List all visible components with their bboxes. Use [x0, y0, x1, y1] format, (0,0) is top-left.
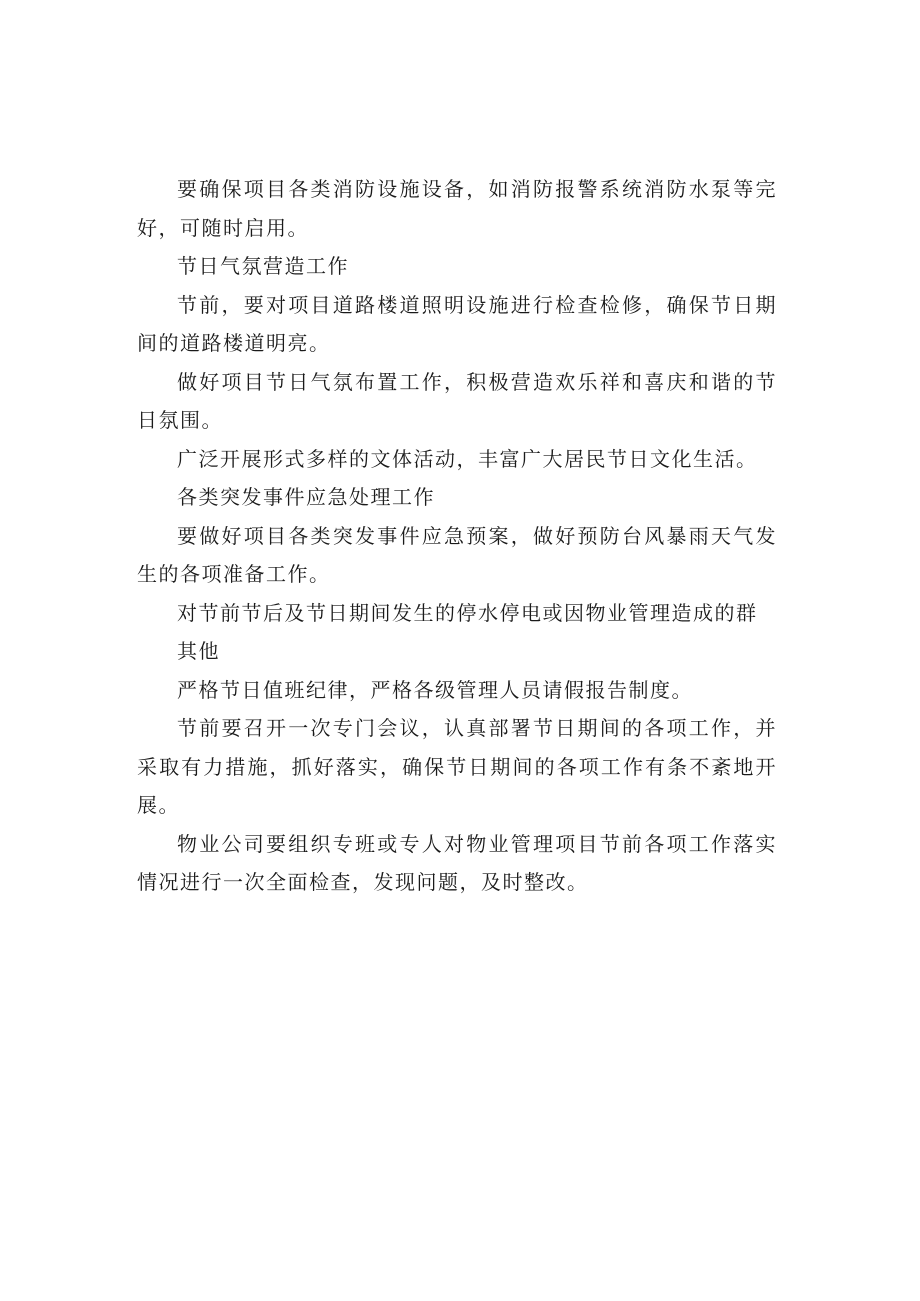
section-heading-other: 其他	[177, 639, 220, 663]
section-heading-festive-atmosphere: 节日气氛营造工作	[177, 254, 349, 278]
section-heading-emergency: 各类突发事件应急处理工作	[177, 485, 435, 509]
paragraph-decoration: 做好项目节日气氛布置工作，积极营造欢乐祥和喜庆和谐的节日氛围。	[137, 369, 777, 432]
paragraph-lighting-inspection: 节前，要对项目道路楼道照明设施进行检查检修，确保节日期间的道路楼道明亮。	[137, 292, 777, 355]
paragraph-meeting: 节前要召开一次专门会议，认真部署节日期间的各项工作，并采取有力措施，抓好落实，确保节日期间的各项工作有条不紊地开展。	[137, 716, 777, 817]
paragraph-duty-discipline: 严格节日值班纪律，严格各级管理人员请假报告制度。	[177, 677, 693, 702]
paragraph-fire-safety: 要确保项目各类消防设施设备，如消防报警系统消防水泵等完好，可随时启用。	[137, 177, 777, 240]
paragraph-emergency-plan: 要做好项目各类突发事件应急预案，做好预防台风暴雨天气发生的各项准备工作。	[137, 523, 777, 586]
paragraph-inspection: 物业公司要组织专班或专人对物业管理项目节前各项工作落实情况进行一次全面检查，发现问题，及时整改。	[137, 831, 777, 894]
paragraph-outage-handling: 对节前节后及节日期间发生的停水停电或因物业管理造成的群	[177, 600, 758, 625]
paragraph-cultural-activities: 广泛开展形式多样的文体活动，丰富广大居民节日文化生活。	[177, 446, 758, 471]
document-body	[137, 170, 777, 902]
